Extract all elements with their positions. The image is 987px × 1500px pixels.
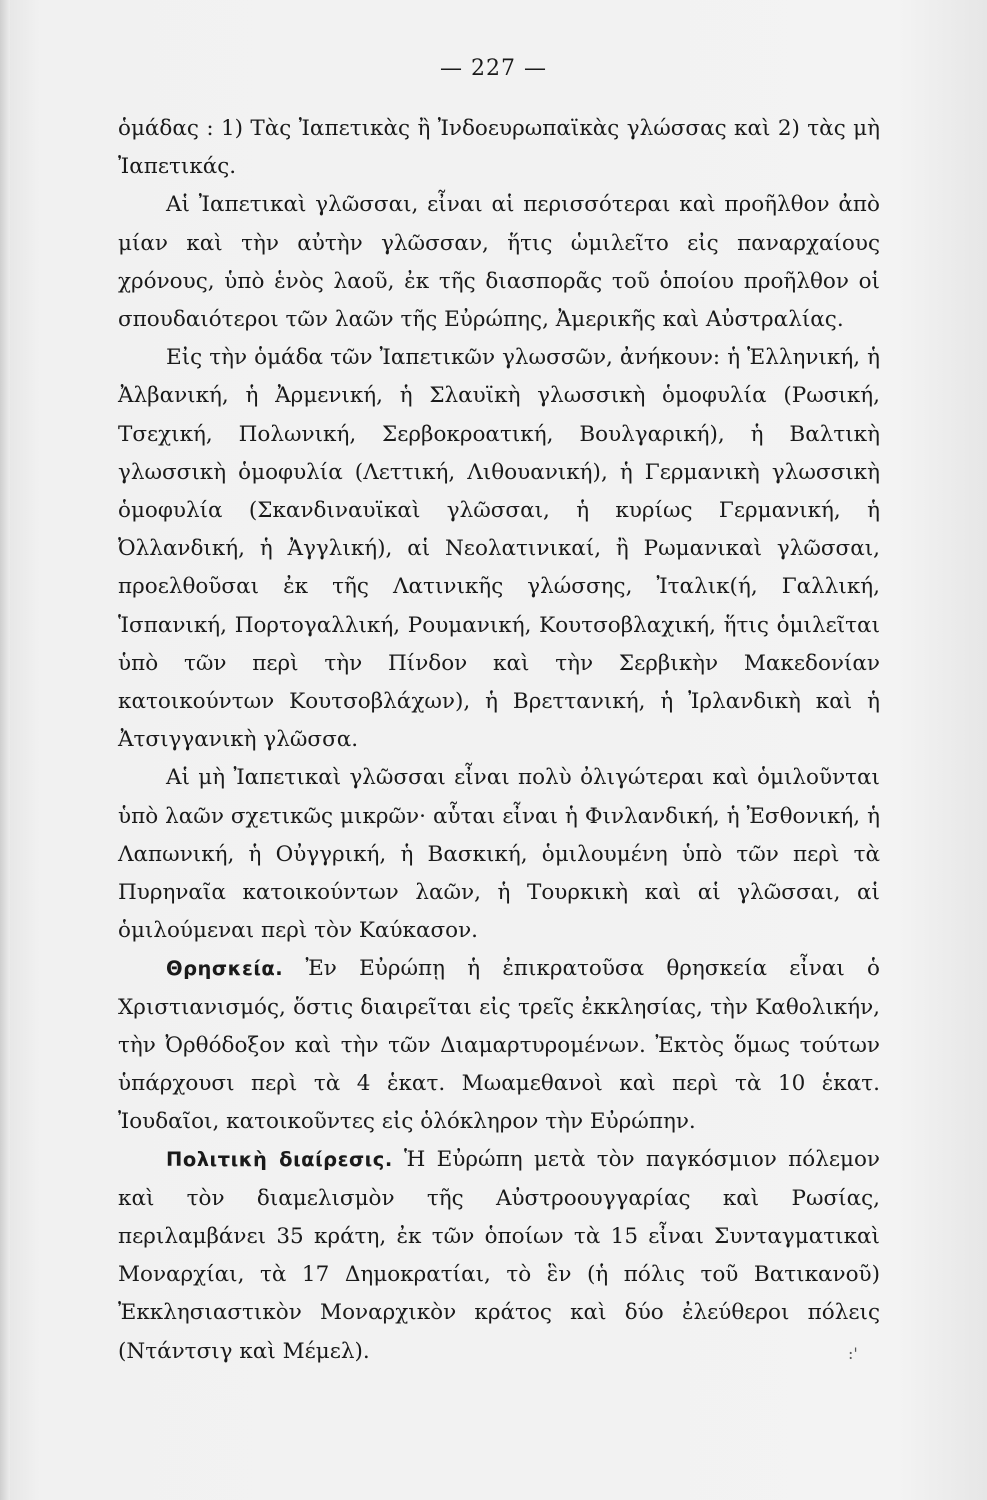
stray-ink-mark: :' xyxy=(848,1344,858,1363)
paragraph-text: Ἡ Εὐρώπη μετὰ τὸν παγκόσμιον πόλεμον καὶ τὸν διαμελισμὸν τῆς Αὐστροουγγαρίας καὶ Ρωσίας, περιλαμβάνει 35 κράτη, ἐκ τῶν ὁποίων τὰ 15 εἶναι Συνταγματικαὶ Μοναρχίαι, τὰ 17 Δημοκρατίαι, τὸ ἓν (ἡ πόλις τοῦ Βατικανοῦ) Ἐκκλησιαστικὸν Μοναρχικὸν κράτος καὶ δύο ἐλεύθεροι πόλεις (Ντάντσιγ καὶ Μέμελ). xyxy=(118,1147,880,1364)
paragraph-text: Αἱ Ἰαπετικαὶ γλῶσσαι, εἶναι αἱ περισσότεραι καὶ προῆλθον ἀπὸ μίαν καὶ τὴν αὐτὴν γλῶσσαν, ἥτις ὡμιλεῖτο εἰς παναρχαίους χρόνους, ὑπὸ ἑνὸς λαοῦ, ἐκ τῆς διασπορᾶς τοῦ ὁποίου προῆλθον οἱ σπουδαιότεροι τῶν λαῶν τῆς Εὐρώπης, Ἀμερικῆς καὶ Αὐστραλίας. xyxy=(118,192,880,333)
paragraph-non-japhetic xyxy=(118,759,880,950)
section-heading-religion: Θρησκεία. xyxy=(166,957,284,981)
paragraph-political-division xyxy=(118,1141,880,1370)
page-number: — 227 — xyxy=(440,56,547,81)
paragraph-text: Ἐν Εὐρώπῃ ἡ ἐπικρατοῦσα θρησκεία εἶναι ὁ Χριστιανισμός, ὅστις διαιρεῖται εἰς τρεῖς ἐκκλησίας, τὴν Καθολικήν, τὴν Ὀρθόδοξον καὶ τὴν τῶν Διαμαρτυρομένων. Ἐκτὸς ὅμως τούτων ὑπάρχουσι περὶ τὰ 4 ἑκατ. Μωαμεθανοὶ καὶ περὶ τὰ 10 ἑκατ. Ἰουδαῖοι, κατοικοῦντες εἰς ὁλόκληρον τὴν Εὐρώπην. xyxy=(118,956,880,1135)
body-text xyxy=(118,110,880,1371)
paragraph-religion xyxy=(118,950,880,1141)
paragraph-text: Εἰς τὴν ὁμάδα τῶν Ἰαπετικῶν γλωσσῶν, ἀνήκουν: ἡ Ἑλληνική, ἡ Ἀλβανική, ἡ Ἀρμενική, ἡ Σλαυϊκὴ γλωσσικὴ ὁμοφυλία (Ρωσική, Τσεχική, Πολωνική, Σερβοκροατική, Βουλγαρική), ἡ Βαλτικὴ γλωσσικὴ ὁμοφυλία (Λεττική, Λιθουανική), ἡ Γερμανικὴ γλωσσικὴ ὁμοφυλία (Σκανδιναυϊκαὶ γλῶσσαι, ἡ κυρίως Γερμανική, ἡ Ὀλλανδική, ἡ Ἀγγλική), αἱ Νεολατινικαί, ἢ Ρωμανικαὶ γλῶσσαι, προελθοῦσαι ἐκ τῆς Λατινικῆς γλώσσης, Ἰταλικ(ή, Γαλλική, Ἱσπανική, Πορτογαλλική, Ρουμανική, Κουτσοβλαχική, ἥτις ὁμιλεῖται ὑπὸ τῶν περὶ τὴν Πίνδον καὶ τὴν Σερβικὴν Μακεδονίαν κατοικούντων Κουτσοβλάχων), ἡ Βρεττανική, ἡ Ἰρλανδικὴ καὶ ἡ Ἀτσιγγανικὴ γλῶσσα. xyxy=(118,345,880,753)
paragraph-japhetic-group xyxy=(118,339,880,759)
paragraph-japhetic-languages xyxy=(118,186,880,339)
section-heading-political-division: Πολιτικὴ διαίρεσις. xyxy=(166,1148,393,1172)
paragraph-text: Αἱ μὴ Ἰαπετικαὶ γλῶσσαι εἶναι πολὺ ὀλιγώτεραι καὶ ὁμιλοῦνται ὑπὸ λαῶν σχετικῶς μικρῶν· αὗται εἶναι ἡ Φινλανδική, ἡ Ἐσθονική, ἡ Λαπωνική, ἡ Οὐγγρική, ἡ Βασκική, ὁμιλουμένη ὑπὸ τῶν περὶ τὰ Πυρηναῖα κατοικούντων λαῶν, ἡ Τουρκικὴ καὶ αἱ γλῶσσαι, αἱ ὁμιλούμεναι περὶ τὸν Καύκασον. xyxy=(118,765,880,944)
page-edge-shadow xyxy=(0,0,10,1500)
paragraph-intro xyxy=(118,110,880,186)
paragraph-text: ὁμάδας : 1) Τὰς Ἰαπετικὰς ἢ Ἰνδοευρωπαϊκὰς γλώσσας καὶ 2) τὰς μὴ Ἰαπετικάς. xyxy=(118,116,880,180)
